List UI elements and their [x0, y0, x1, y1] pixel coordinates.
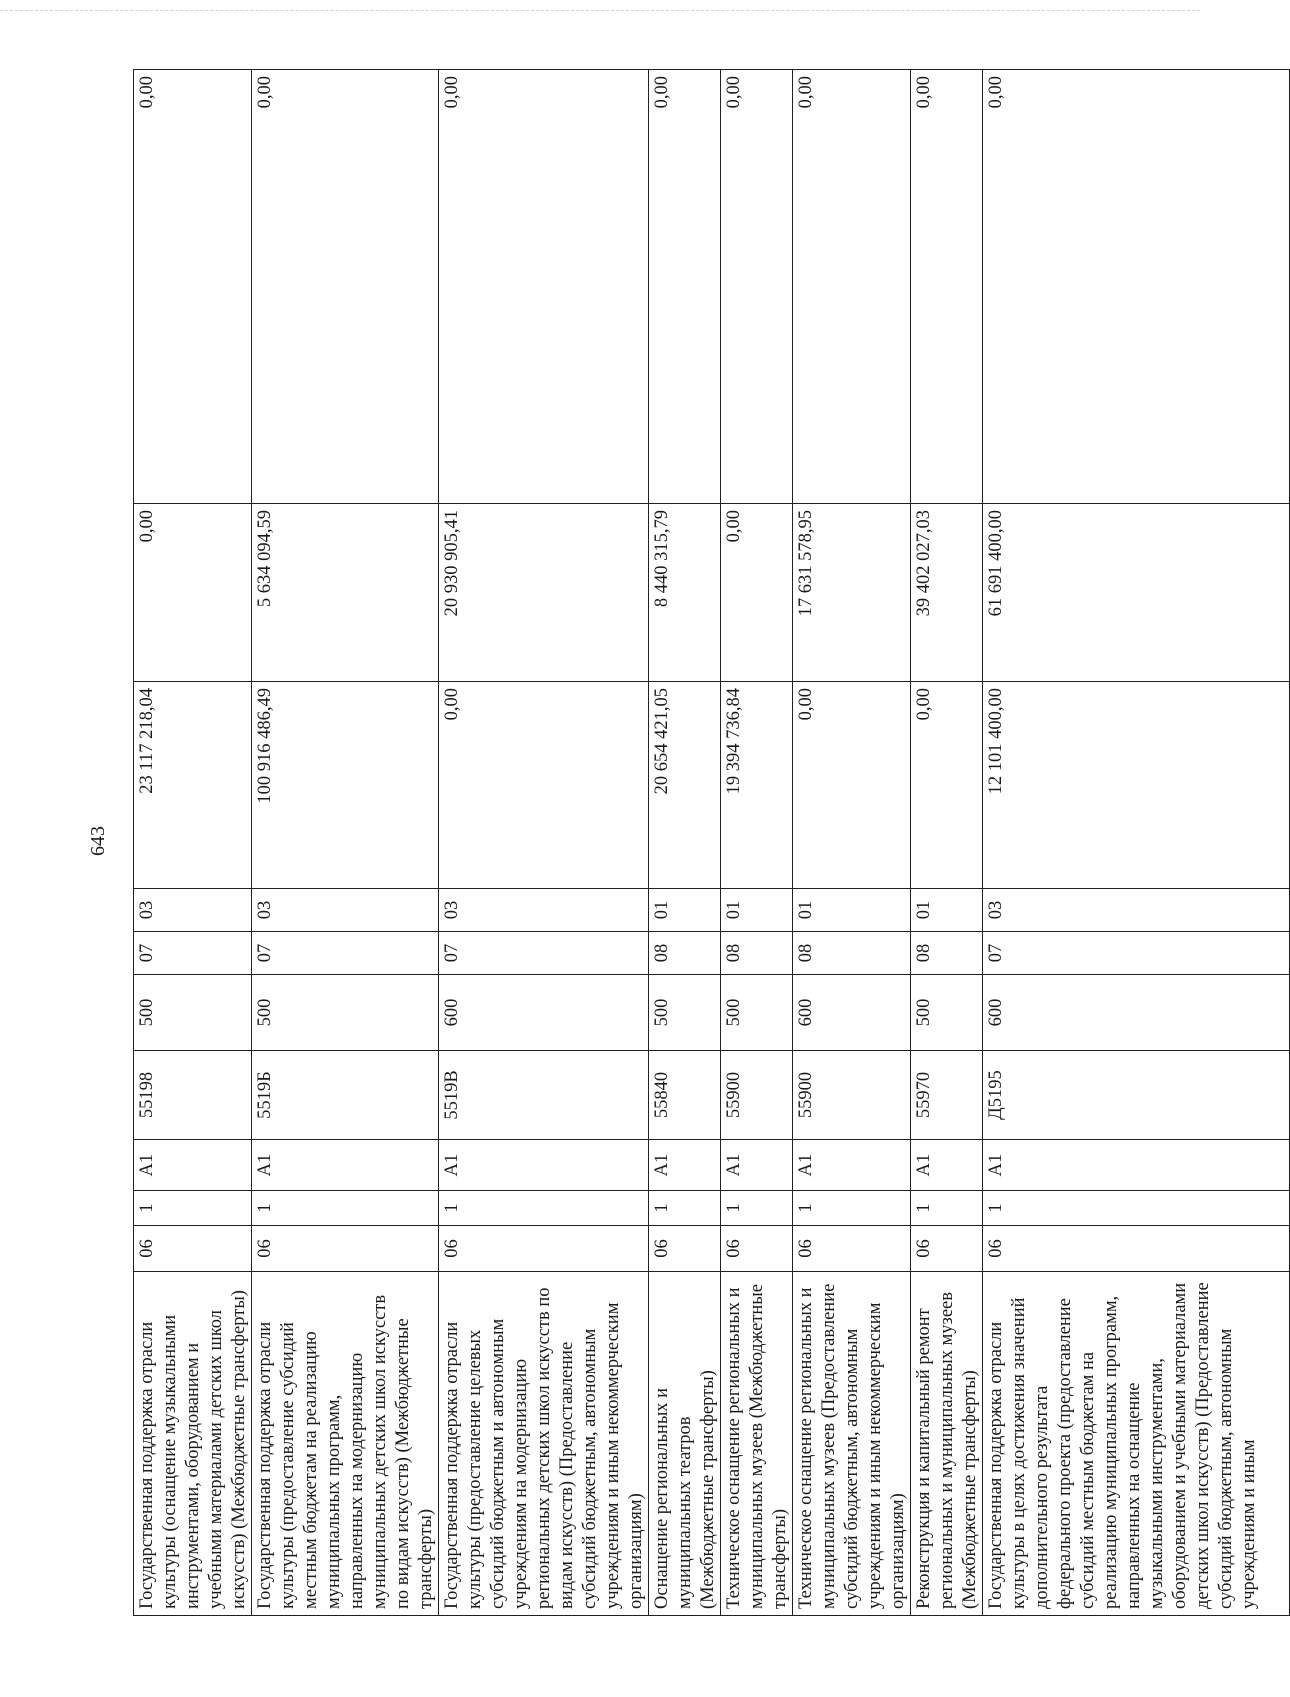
- project-code: A1: [793, 1140, 911, 1191]
- pp-code: 1: [793, 1191, 911, 1226]
- amount-2: 8 440 315,79: [649, 504, 721, 682]
- direction-code: Д5195: [983, 1051, 1290, 1140]
- amount-2: 5 634 094,59: [252, 504, 439, 682]
- subsection-code: 01: [911, 889, 983, 932]
- amount-1: 0,00: [911, 682, 983, 889]
- amount-2: 61 691 400,00: [983, 504, 1290, 682]
- pp-code: 1: [911, 1191, 983, 1226]
- section-code: 07: [134, 932, 252, 975]
- row-name: Государственная поддержка отрасли культуры в целях достижения значений дополнительного результата федерального проекта (предоставление субсидий местным бюджетам на реализацию муниципальных программ, направленных на оснащение музыкальными инструментами, оборудованием и учебными материалами детских школ искусств) (Предоставление субсидий бюджетным, автономным учреждениям и иным: [983, 1272, 1290, 1616]
- subsection-code: 01: [649, 889, 721, 932]
- project-code: A1: [439, 1140, 649, 1191]
- budget-table: [133, 69, 1290, 1616]
- section-code: 08: [721, 932, 793, 975]
- direction-code: 55970: [911, 1051, 983, 1140]
- expense-type-code: 600: [439, 975, 649, 1051]
- expense-type-code: 500: [649, 975, 721, 1051]
- project-code: A1: [134, 1140, 252, 1191]
- amount-1: 0,00: [793, 682, 911, 889]
- amount-3: 0,00: [911, 70, 983, 504]
- pp-code: 1: [721, 1191, 793, 1226]
- amount-1: 23 117 218,04: [134, 682, 252, 889]
- section-code: 07: [252, 932, 439, 975]
- subsection-code: 03: [134, 889, 252, 932]
- expense-type-code: 600: [793, 975, 911, 1051]
- table-row: [252, 70, 439, 1616]
- gp-code: 06: [252, 1226, 439, 1272]
- project-code: A1: [983, 1140, 1290, 1191]
- gp-code: 06: [721, 1226, 793, 1272]
- table-row: [439, 70, 649, 1616]
- gp-code: 06: [439, 1226, 649, 1272]
- expense-type-code: 500: [911, 975, 983, 1051]
- row-name: Оснащение региональных и муниципальных театров (Межбюджетные трансферты): [649, 1272, 721, 1616]
- subsection-code: 01: [793, 889, 911, 932]
- budget-table-rotated: [133, 70, 1259, 1616]
- page-number: 643: [87, 826, 109, 856]
- row-name: Техническое оснащение региональных и муниципальных музеев (Предоставление субсидий бюджетным, автономным учреждениям и иным некоммерческим организациям): [793, 1272, 911, 1616]
- table-row: [134, 70, 252, 1616]
- subsection-code: 03: [252, 889, 439, 932]
- section-code: 08: [911, 932, 983, 975]
- direction-code: 55840: [649, 1051, 721, 1140]
- direction-code: 55198: [134, 1051, 252, 1140]
- gp-code: 06: [983, 1226, 1290, 1272]
- amount-3: 0,00: [134, 70, 252, 504]
- amount-1: 100 916 486,49: [252, 682, 439, 889]
- row-name: Государственная поддержка отрасли культуры (предоставление целевых субсидий бюджетным и автономным учреждениям на модернизацию региональных детских школ искусств по видам искусств) (Предоставление субсидий бюджетным, автономным учреждениям и иным некоммерческим организациям): [439, 1272, 649, 1616]
- table-row: [649, 70, 721, 1616]
- table-row: [721, 70, 793, 1616]
- section-code: 07: [983, 932, 1290, 975]
- amount-1: 19 394 736,84: [721, 682, 793, 889]
- project-code: A1: [911, 1140, 983, 1191]
- amount-3: 0,00: [793, 70, 911, 504]
- subsection-code: 03: [439, 889, 649, 932]
- gp-code: 06: [649, 1226, 721, 1272]
- amount-1: 20 654 421,05: [649, 682, 721, 889]
- direction-code: 55900: [793, 1051, 911, 1140]
- table-row: [983, 70, 1290, 1616]
- pp-code: 1: [983, 1191, 1290, 1226]
- amount-2: 0,00: [134, 504, 252, 682]
- table-row: [911, 70, 983, 1616]
- amount-2: 39 402 027,03: [911, 504, 983, 682]
- row-name: Государственная поддержка отрасли культуры (оснащение музыкальными инструментами, оборудованием и учебными материалами детских школ искусств) (Межбюджетные трансферты): [134, 1272, 252, 1616]
- row-name: Техническое оснащение региональных и муниципальных музеев (Межбюджетные трансферты): [721, 1272, 793, 1616]
- direction-code: 5519Б: [252, 1051, 439, 1140]
- section-code: 08: [649, 932, 721, 975]
- section-code: 07: [439, 932, 649, 975]
- amount-2: 20 930 905,41: [439, 504, 649, 682]
- gp-code: 06: [134, 1226, 252, 1272]
- amount-3: 0,00: [439, 70, 649, 504]
- amount-3: 0,00: [649, 70, 721, 504]
- amount-1: 12 101 400,00: [983, 682, 1290, 889]
- gp-code: 06: [793, 1226, 911, 1272]
- project-code: A1: [721, 1140, 793, 1191]
- amount-1: 0,00: [439, 682, 649, 889]
- amount-3: 0,00: [252, 70, 439, 504]
- amount-2: 0,00: [721, 504, 793, 682]
- subsection-code: 01: [721, 889, 793, 932]
- subsection-code: 03: [983, 889, 1290, 932]
- project-code: A1: [252, 1140, 439, 1191]
- expense-type-code: 500: [134, 975, 252, 1051]
- pp-code: 1: [134, 1191, 252, 1226]
- amount-3: 0,00: [721, 70, 793, 504]
- expense-type-code: 600: [983, 975, 1290, 1051]
- direction-code: 5519В: [439, 1051, 649, 1140]
- expense-type-code: 500: [721, 975, 793, 1051]
- scan-top-edge: [0, 10, 1200, 11]
- row-name: Государственная поддержка отрасли культуры (предоставление субсидий местным бюджетам на реализацию муниципальных программ, направленных на модернизацию муниципальных детских школ искусств по видам искусств) (Межбюджетные трансферты): [252, 1272, 439, 1616]
- pp-code: 1: [252, 1191, 439, 1226]
- project-code: A1: [649, 1140, 721, 1191]
- direction-code: 55900: [721, 1051, 793, 1140]
- amount-3: 0,00: [983, 70, 1290, 504]
- row-name: Реконструкция и капитальный ремонт региональных и муниципальных музеев (Межбюджетные трансферты): [911, 1272, 983, 1616]
- table-row: [793, 70, 911, 1616]
- pp-code: 1: [649, 1191, 721, 1226]
- pp-code: 1: [439, 1191, 649, 1226]
- section-code: 08: [793, 932, 911, 975]
- amount-2: 17 631 578,95: [793, 504, 911, 682]
- expense-type-code: 500: [252, 975, 439, 1051]
- gp-code: 06: [911, 1226, 983, 1272]
